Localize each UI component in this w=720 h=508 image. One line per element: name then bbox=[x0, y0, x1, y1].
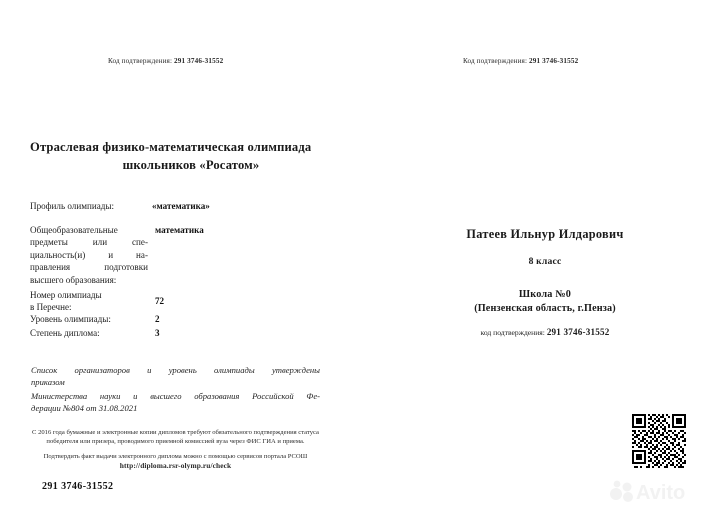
field-subjects-label-line-1: Общеобразовательные bbox=[30, 225, 118, 235]
order-note-line-4: дерации №804 от 31.08.2021 bbox=[31, 402, 138, 413]
field-degree-label: Степень диплома: bbox=[30, 328, 100, 338]
fine-print bbox=[31, 428, 320, 471]
fine-print-paragraph-1: С 2016 года бумажные и электронные копии дипломов требуют обязательного подтверждения статуса победителя или призера, проводимого приемной комиссией вуза через ФИС ГИА и приема. bbox=[32, 429, 319, 446]
header-confirmation-code-right bbox=[463, 57, 578, 65]
field-subjects-label-line-3: циальность(и) и на- bbox=[30, 249, 148, 260]
recipient-name: Патеев Ильнур Илдарович bbox=[466, 227, 624, 241]
olympiad-title-line-2: школьников «Росатом» bbox=[122, 158, 260, 172]
field-registry-number-label bbox=[30, 289, 150, 314]
recipient-confirmation-code-label: код подтверждения: bbox=[480, 328, 545, 337]
field-level-label: Уровень олимпиады: bbox=[30, 314, 111, 324]
header-confirmation-code-left bbox=[108, 57, 223, 65]
recipient-confirmation-code bbox=[430, 327, 660, 337]
field-profile-value: «математика» bbox=[152, 201, 210, 211]
field-degree-value: 3 bbox=[155, 328, 160, 338]
field-subjects-label-line-5: высшего образования: bbox=[30, 274, 117, 285]
header-confirmation-code-left-value: 291 3746-31552 bbox=[173, 57, 224, 65]
olympiad-title-line-1: Отраслевая физико-математическая олимпиада bbox=[30, 140, 312, 154]
field-registry-number-label-line-1: Номер олимпиады bbox=[30, 290, 102, 300]
field-registry-number-value: 72 bbox=[155, 296, 165, 306]
verification-url[interactable]: http://diploma.rsr-olymp.ru/check bbox=[119, 460, 232, 470]
recipient-grade: 8 класс bbox=[528, 256, 562, 267]
field-profile-label: Профиль олимпиады: bbox=[30, 201, 114, 211]
recipient-region: (Пензенская область, г.Пенза) bbox=[474, 303, 616, 314]
bottom-confirmation-code: 291 3746-31552 bbox=[42, 481, 114, 492]
header-confirmation-code-right-value: 291 3746-31552 bbox=[528, 57, 579, 65]
recipient-block bbox=[430, 226, 660, 337]
order-note-line-2: приказом bbox=[31, 376, 65, 387]
field-subjects-label bbox=[30, 224, 148, 286]
order-note-line-1: Список организаторов и уровень олимпиады утверждены bbox=[31, 365, 320, 375]
recipient-confirmation-code-value: 291 3746-31552 bbox=[546, 327, 610, 337]
fine-print-paragraph-2-text: Подтвердить факт выдачи электронного диплома можно с помощью сервисов портала РСОШ bbox=[43, 452, 308, 460]
header-confirmation-code-left-label: Код подтверждения: bbox=[108, 57, 173, 65]
field-subjects-value: математика bbox=[155, 225, 204, 235]
olympiad-title bbox=[30, 138, 330, 174]
recipient-school: Школа №0 bbox=[518, 289, 572, 300]
fine-print-paragraph-2 bbox=[31, 452, 320, 472]
avito-watermark bbox=[608, 478, 708, 504]
qr-code bbox=[630, 412, 688, 470]
field-subjects-label-line-2: предметы или спе- bbox=[30, 237, 148, 248]
header-confirmation-code-right-label: Код подтверждения: bbox=[463, 57, 528, 65]
order-note-line-3: Министерства науки и высшего образования Российской Фе- bbox=[31, 391, 320, 402]
field-subjects-label-line-4: правления подготовки bbox=[30, 262, 148, 273]
field-registry-number-label-line-2: в Перечне: bbox=[30, 302, 72, 313]
order-note bbox=[31, 365, 320, 414]
svg-text:Avito: Avito bbox=[636, 482, 686, 504]
field-level-value: 2 bbox=[155, 314, 160, 324]
